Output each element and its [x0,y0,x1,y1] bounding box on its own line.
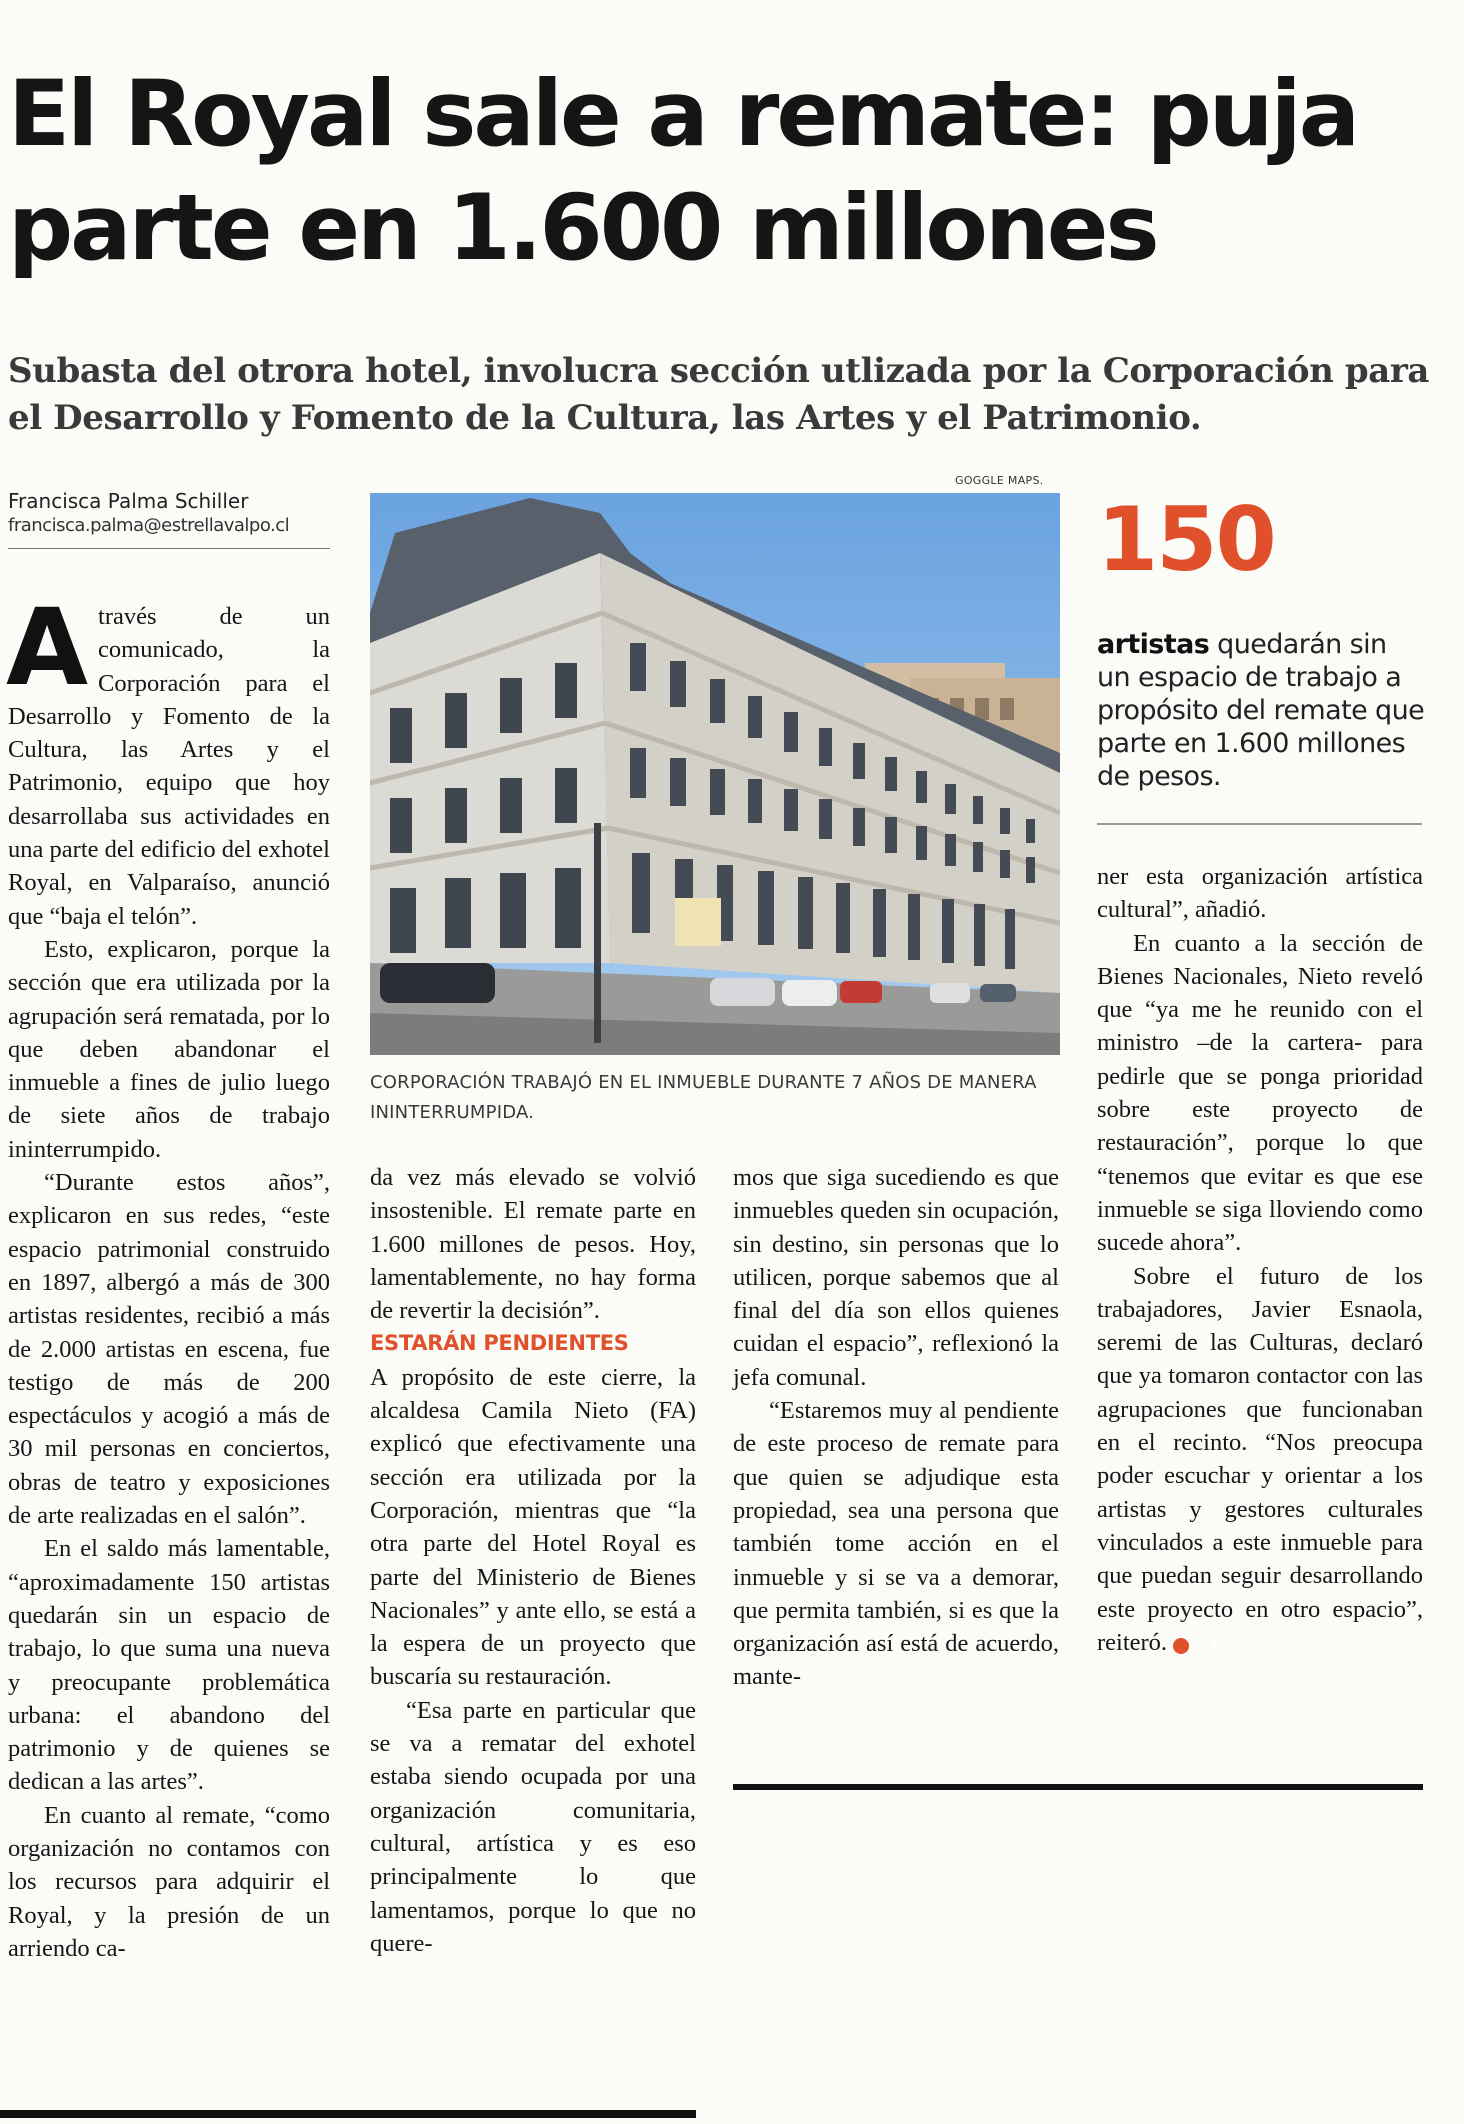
article-column-2 [370,1161,696,1960]
paragraph-5-start: En cuanto al remate, “como organización no contamos con los recursos para adquirir el Royal, y la presión de un arriendo ca- [8,1801,330,1962]
paragraph-1-text: través de un comunicado, la Corporación para el Desarrollo y Fomento de la Cultura, las Artes y el Patrimonio, equipo que hoy desarrollaba sus actividades en una parte del edificio del exhotel Royal, en Valparaíso, anunció que “baja el telón”. [8,603,330,930]
paragraph-5-end: da vez más elevado se volvió insostenible. El remate parte en 1.600 millones de pesos. Hoy, lamentablemente, no hay forma de revertir la decisión”. [370,1164,696,1325]
stat-description: quedarán sin un espacio de trabajo a propósito del remate que parte en 1.600 millones de pesos. [1097,629,1425,792]
stat-text [1097,628,1427,793]
building-illustration [370,493,1060,1055]
paragraph-1 [6,586,330,933]
stat-divider [1097,823,1422,825]
end-mark-icon: ✦ [1173,1638,1189,1654]
paragraph-2: Esto, explicaron, porque la sección que era utilizada por la agrupación será rematada, por lo que deben abandonar el inmueble a fines de julio luego de siete años de trabajo ininterrumpido. [8,935,330,1163]
paragraph-8-start: “Estaremos muy al pendiente de este proceso de remate para que quien se adjudique esta propiedad, sea una persona que también tome acción en el inmueble y si se va a demorar, que permita también, si es que la organización así está de acuerdo, mante- [733,1397,1059,1691]
column-divider-rule [733,1784,1423,1790]
paragraph-7-end: mos que siga sucediendo es que inmuebles queden sin ocupación, sin destino, sin personas que lo utilicen, porque sabemos que al final del día son ellos quienes cuidan el espacio”, reflexionó la jefa comunal. [733,1164,1059,1391]
paragraph-7-start: “Esa parte en particular que se va a rematar del exhotel estaba siendo ocupada por una organización comunitaria, cultural, artística y es eso principalmente lo que lamentamos, porque lo que no quere- [370,1696,696,1957]
paragraph-8-end: ner esta organización artística cultural”, añadió. [1097,863,1423,924]
paragraph-3: “Durante estos años”, explicaron en sus redes, “este espacio patrimonial construido en 1897, albergó a más de 300 artistas residentes, recibió a más de 2.000 artistas en escena, fue testigo de más de 200 espectáculos y acogió a más de 30 mil personas en conciertos, obras de teatro y exposiciones de arte realizadas en el salón”. [8,1169,330,1530]
hotel-royal-photo [370,493,1060,1055]
article-column-4 [1097,860,1423,1659]
paragraph-9: En cuanto a la sección de Bienes Nacionales, Nieto reveló que “ya me he reunido con el ministro –de la cartera- para pedirle que se ponga prioridad sobre este proyecto de restauración”, porque lo que “tenemos que evitar es que ese inmueble se siga lloviendo como sucede ahora”. [1097,929,1423,1257]
stat-number: 150 [1097,488,1275,591]
headline: El Royal sale a remate: puja parte en 1.600 millones [8,62,1358,281]
bottom-rule [0,2110,696,2118]
stat-bold-word: artistas [1097,629,1210,660]
byline [8,488,330,549]
subheadline: Subasta del otrora hotel, involucra sección utlizada por la Corporación para el Desarrollo y Fomento de la Cultura, las Artes y el Patrimonio. [8,351,1430,438]
paragraph-10 [1097,1260,1423,1660]
paragraph-6: A propósito de este cierre, la alcaldesa Camila Nieto (FA) explicó que efectivamente una sección era utilizada por la Corporación, mientras que “la otra parte del Hotel Royal es parte del Ministerio de Bienes Nacionales” y ante ello, se está a la espera de un proyecto que buscaría su restauración. [370,1363,696,1691]
article-column-3 [733,1161,1059,1694]
section-heading: ESTARÁN PENDIENTES [370,1331,629,1356]
drop-cap: A [6,586,89,709]
paragraph-10-text: Sobre el futuro de los trabajadores, Javier Esnaola, seremi de las Culturas, declaró que ya tomaron contactor con las agrupaciones que funcionaban en el recinto. “Nos preocupa poder escuchar y orientar a los artistas y gestores culturales vinculados a este inmueble para que puedan seguir desarrollando este proyecto en otro espacio”, reiteró. [1097,1262,1423,1656]
article-column-1 [6,586,330,1965]
paragraph-4: En el saldo más lamentable, “aproximadamente 150 artistas quedarán sin un espacio de trabajo, lo que suma una nueva y preocupante problemática urbana: el abandono del patrimonio y de quienes se dedican a las artes”. [8,1535,330,1796]
photo-credit: GOGGLE MAPS. [955,474,1044,487]
author-email: francisca.palma@estrellavalpo.cl [8,515,290,536]
photo-caption: CORPORACIÓN TRABAJÓ EN EL INMUEBLE DURANTE 7 AÑOS DE MANERA ININTERRUMPIDA. [370,1072,1037,1123]
author-name: Francisca Palma Schiller [8,489,249,513]
